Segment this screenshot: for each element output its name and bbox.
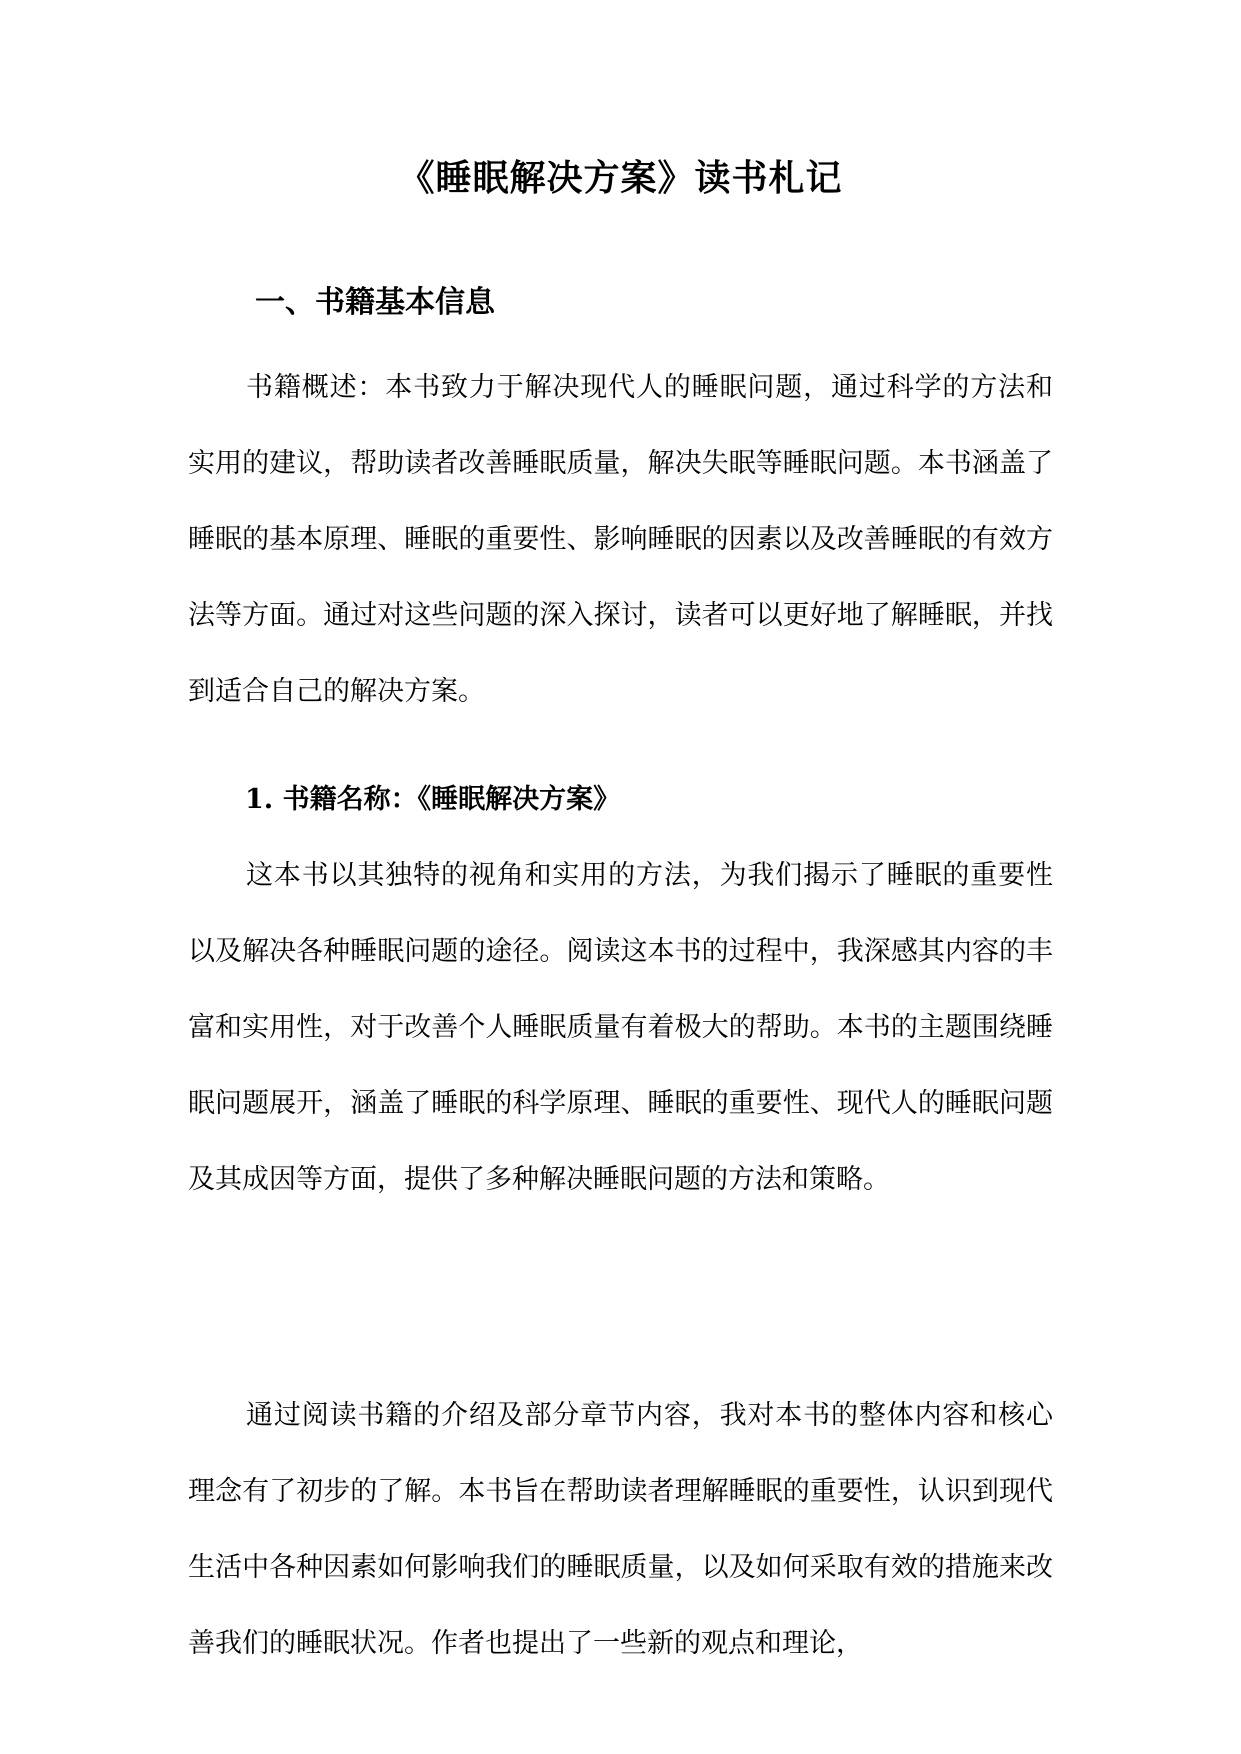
overview-paragraph: 书籍概述：本书致力于解决现代人的睡眠问题，通过科学的方法和实用的建议，帮助读者改善睡眠质量，解决失眠等睡眠问题。本书涵盖了睡眠的基本原理、睡眠的重要性、影响睡眠的因素以及改善睡眠的有效方法等方面。通过对这些问题的深入探讨，读者可以更好地了解睡眠，并找到适合自己的解决方案。 <box>188 372 1053 707</box>
body-paragraph-3: 通过阅读书籍的介绍及部分章节内容，我对本书的整体内容和核心理念有了初步的了解。本书旨在帮助读者理解睡眠的重要性，认识到现代生活中各种因素如何影响我们的睡眠质量，以及如何采取有效的措施来改善我们的睡眠状况。作者也提出了一些新的观点和理论， <box>188 1400 1053 1659</box>
book-name-subheading: 1. 书籍名称：《睡眠解决方案》 <box>245 784 621 815</box>
body-paragraph-2: 这本书以其独特的视角和实用的方法，为我们揭示了睡眠的重要性以及解决各种睡眠问题的途径。阅读这本书的过程中，我深感其内容的丰富和实用性，对于改善个人睡眠质量有着极大的帮助。本书的主题围绕睡眠问题展开，涵盖了睡眠的科学原理、睡眠的重要性、现代人的睡眠问题及其成因等方面，提供了多种解决睡眠问题的方法和策略。 <box>188 860 1053 1195</box>
section-heading: 一、书籍基本信息 <box>255 285 495 320</box>
document-title: 《睡眠解决方案》读书札记 <box>398 157 843 199</box>
